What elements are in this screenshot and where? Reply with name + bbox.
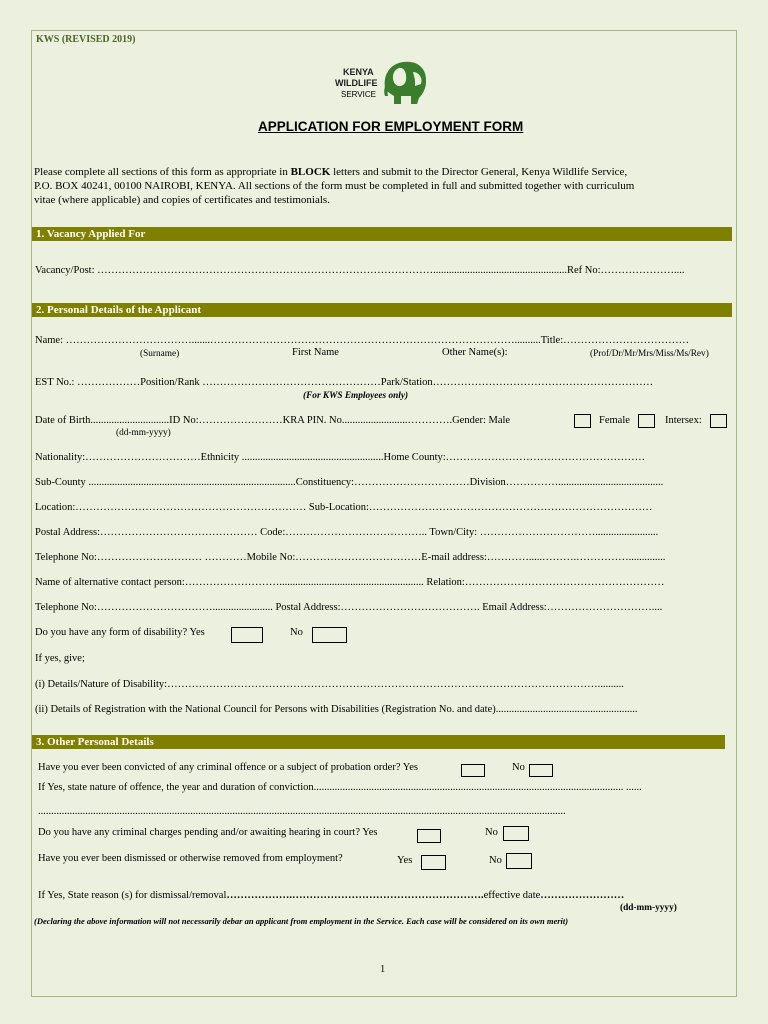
elephant-icon (379, 58, 431, 104)
kws-only-note: (For KWS Employees only) (303, 391, 409, 401)
gender-male-checkbox[interactable] (574, 414, 591, 428)
page-number: 1 (380, 964, 386, 975)
intro-line2: P.O. BOX 40241, 00100 NAIROBI, KENYA. All sections of the form must be completed in full and submitted together with curriculum (34, 180, 635, 192)
disability-no-label: No (290, 627, 303, 638)
other-names-label: Other Name(s): (442, 347, 508, 358)
convicted-question: Have you ever been convicted of any criminal offence or a subject of probation order? Yes (38, 762, 418, 773)
form-title: APPLICATION FOR EMPLOYMENT FORM (258, 119, 524, 134)
reason-prefix: If Yes, State reason (s) for dismissal/removal (38, 890, 227, 901)
intro-part1: Please complete all sections of this form as appropriate in (34, 166, 291, 178)
title-options-label: (Prof/Dr/Mr/Mrs/Miss/Ms/Rev) (590, 349, 709, 359)
convicted-no-checkbox[interactable] (529, 764, 553, 777)
alt-contact-field[interactable]: Name of alternative contact person:………………………....................................................... Relation:………………………………………………… (35, 577, 665, 588)
pending-no-label: No (485, 827, 498, 838)
logo-line1: KENYA (343, 67, 374, 77)
dob-field[interactable]: Date of Birth..............................ID No:……………………KRA PIN. No.........................………….Gender: Male (35, 415, 511, 426)
section2-header: 2. Personal Details of the Applicant (32, 303, 732, 317)
intersex-label: Intersex: (665, 415, 702, 426)
subcounty-field[interactable]: Sub-County ...............................................................................Constituency:……………………………Division……………........................................ (35, 477, 664, 488)
surname-label: (Surname) (140, 349, 180, 359)
kws-logo (333, 58, 431, 106)
name-field[interactable]: Name: ……………………………….......……………………………………………………………………………..........Title:……………………………… (35, 335, 690, 346)
dismissed-yes-checkbox[interactable] (421, 855, 446, 870)
postal-field[interactable]: Postal Address:……………………………………… Code:………………………………….. Town/City: ……………………………........................ (35, 527, 659, 538)
est-field[interactable]: EST No.: ………………Position/Rank ……………………………………………Park/Station……………………………………………………… (35, 377, 654, 388)
dismissal-reason-field[interactable] (38, 890, 624, 901)
convicted-yes-checkbox[interactable] (461, 764, 485, 777)
location-field[interactable]: Location:………………………………………………………… Sub-Location:……………………………………………………………………… (35, 502, 653, 513)
dismissed-no-label: No (489, 855, 502, 866)
offence-field[interactable]: If Yes, state nature of offence, the year and duration of conviction...................................................................................................................... ...... (38, 782, 642, 793)
disability-details-field[interactable]: (i) Details/Nature of Disability:…………………………………………………………………………………………………………….......... (35, 679, 624, 690)
disability-question: Do you have any form of disability? Yes (35, 627, 205, 638)
intro-bold: BLOCK (290, 166, 331, 178)
vacancy-field[interactable]: Vacancy/Post: ……………………………………………………………………………………...................................................Ref No:………………….... (35, 265, 685, 276)
reason-dots: ……………….………………………………………………. (226, 890, 484, 901)
pending-no-checkbox[interactable] (503, 826, 529, 841)
telephone-field[interactable]: Telephone No:………………………… …………Mobile No:………………………………E-mail address:………….....……….…………….............. (35, 552, 666, 563)
section1-header: 1. Vacancy Applied For (32, 227, 732, 241)
gender-intersex-checkbox[interactable] (710, 414, 727, 428)
logo-line2: WILDLIFE (335, 78, 378, 88)
effective-date-format: (dd-mm-yyyy) (620, 903, 677, 913)
intro-part2: letters and submit to the Director General, Kenya Wildlife Service, (330, 166, 628, 178)
pending-yes-checkbox[interactable] (417, 829, 441, 843)
convicted-no-label: No (512, 762, 525, 773)
dob-format: (dd-mm-yyyy) (116, 428, 171, 438)
pending-question: Do you have any criminal charges pending and/or awaiting hearing in court? Yes (38, 827, 378, 838)
declaration-note: (Declaring the above information will not necessarily debar an applicant from employment in the Service. Each case will be considered on its own merit) (34, 916, 569, 926)
dismissed-question: Have you ever been dismissed or otherwise removed from employment? (38, 853, 343, 864)
effective-dots: …………………… (540, 890, 625, 901)
disability-yes-checkbox[interactable] (231, 627, 263, 643)
form-code: KWS (REVISED 2019) (36, 34, 136, 45)
intro-line1 (34, 166, 627, 178)
intro-line3: vitae (where applicable) and copies of certificates and testimonials. (34, 194, 330, 206)
if-yes-label: If yes, give; (35, 653, 85, 664)
dismissed-no-checkbox[interactable] (506, 853, 532, 869)
logo-line3: SERVICE (341, 90, 376, 99)
disability-no-checkbox[interactable] (312, 627, 347, 643)
offence-dots-line[interactable]: ......................................................................................................................................................................................................... (38, 806, 566, 817)
effective-label: effective date (483, 890, 541, 901)
female-label: Female (599, 415, 630, 426)
gender-female-checkbox[interactable] (638, 414, 655, 428)
nationality-field[interactable]: Nationality:……………………………Ethnicity ......................................................Home County:………………………………………………… (35, 452, 646, 463)
first-name-label: First Name (292, 347, 339, 358)
telephone2-field[interactable]: Telephone No:……………………………....................... Postal Address:…………………………………. Email Address:………………………….... (35, 602, 663, 613)
section3-header: 3. Other Personal Details (32, 735, 725, 749)
dismissed-yes-label: Yes (397, 855, 413, 866)
registration-field[interactable]: (ii) Details of Registration with the National Council for Persons with Disabilities (Registration No. and date)...................................................... (35, 704, 638, 715)
